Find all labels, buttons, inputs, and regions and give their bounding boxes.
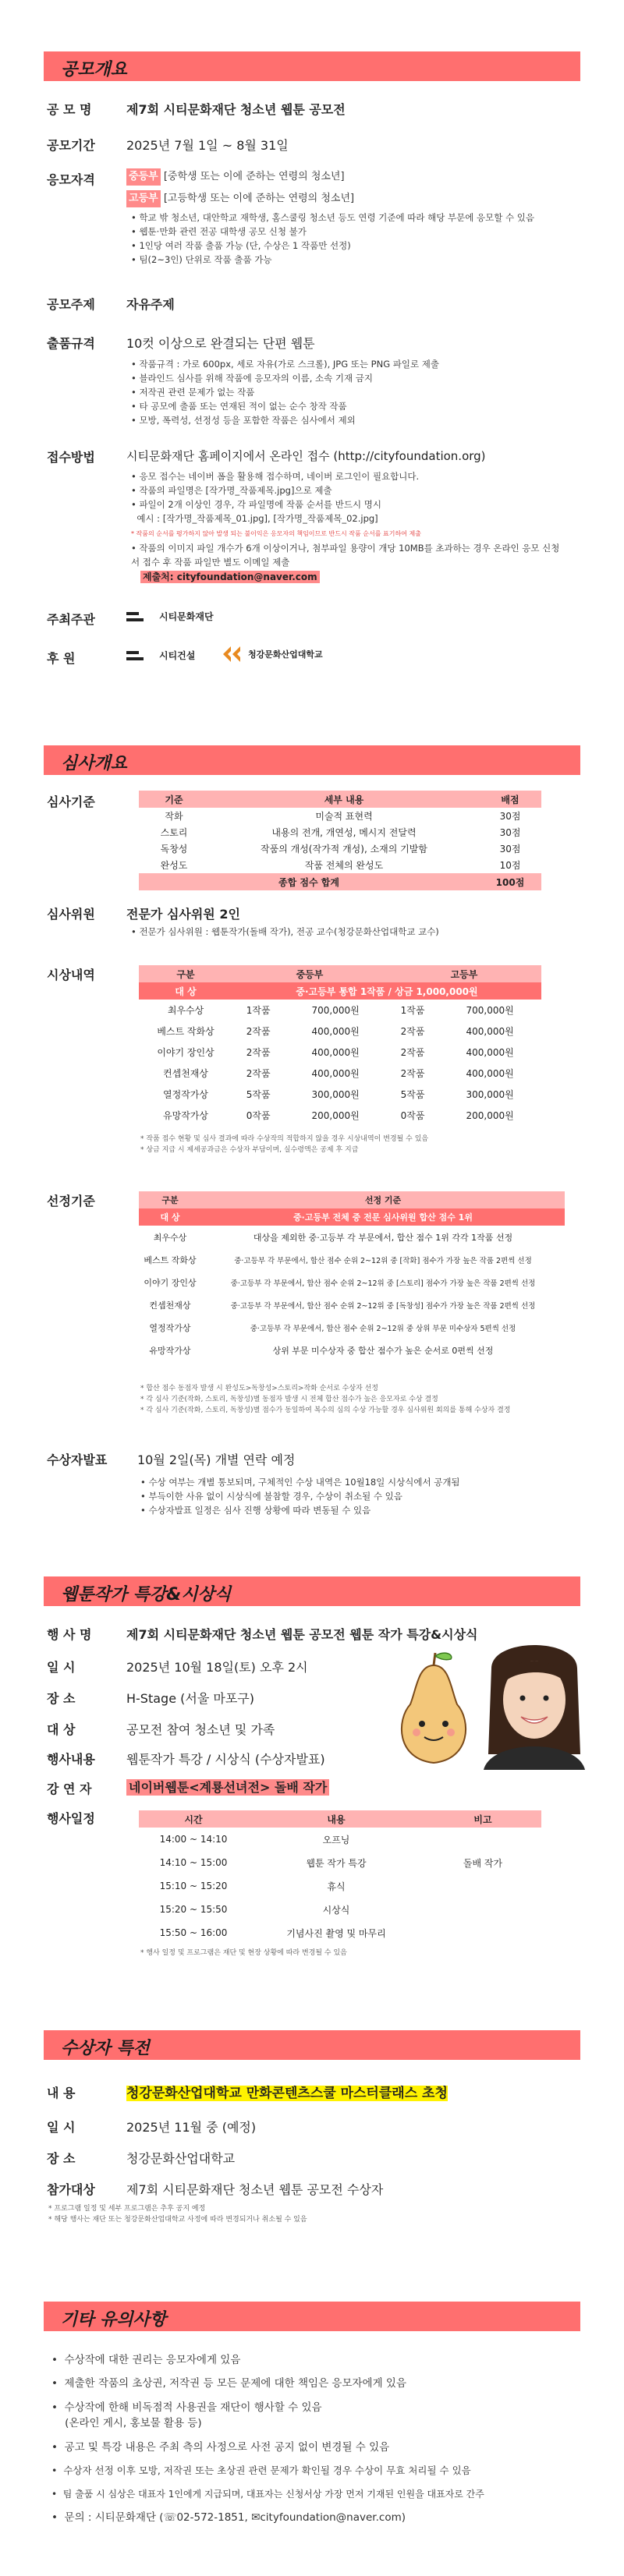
city-construction-logo-icon bbox=[126, 649, 154, 662]
label-sponsor: 후 원 bbox=[47, 651, 76, 666]
event-name: 제7회 시티문화재단 청소년 웹툰 공모전 웹툰 작가 특강&시상식 bbox=[126, 1627, 478, 1642]
label-lecturer: 강 연 자 bbox=[47, 1782, 92, 1796]
elig-high: 고등부 [고등학생 또는 이에 준하는 연령의 청소년] bbox=[126, 190, 354, 207]
label-apply: 접수방법 bbox=[47, 450, 95, 465]
section-header-judging: 심사개요 bbox=[44, 745, 580, 775]
label-schedule: 행사일정 bbox=[47, 1811, 95, 1826]
selection-row: 이야기 장인상 중·고등부 각 부문에서, 합산 점수 순위 2~12위 중 [스토리] 점수가 가장 높은 작품 2편씩 선정 bbox=[144, 1277, 536, 1288]
label-benefit-date: 일 시 bbox=[47, 2120, 76, 2135]
schedule-table: 시간 내용 비고 14:00 ~ 14:10 오프닝 14:10 ~ 15:00 웹툰 작가 특강 돌배 작가 15:10 ~ 15:20 휴식 15:20 ~ 15:50 시상식 15:50 ~ 16:00 기념사진 촬영 및 마무리 bbox=[139, 1810, 541, 1944]
criteria-row: 독창성 작품의 개성(작가적 개성), 소재의 기발함 30점 bbox=[160, 844, 521, 855]
note-item: • 문의 : 시티문화재단 (☏02-572-1851, ✉cityfoundation@naver.com) bbox=[51, 2511, 406, 2524]
selection-row: 최우수상 대상을 제외한 중·고등부 각 부문에서, 합산 점수 1위 각각 1작품 선정 bbox=[153, 1232, 513, 1243]
label-event-target: 대 상 bbox=[47, 1722, 76, 1737]
spec-bullets: • 작품규격 : 가로 600px, 세로 자유(가로 스크롤), JPG 또는 PNG 파일로 제출 • 블라인드 심사를 위해 작품에 응모자의 이름, 소속 기재 금지 • 저작권 관련 문제가 없는 작품 • 타 공모에 출품 또는 연재된 적이 없는 순수 창작 작품 • 모방, 폭력성, 선정성 등을 포함한 작품은 심사에서 제외 bbox=[131, 359, 439, 426]
label-awards: 시상내역 bbox=[47, 968, 95, 982]
event-content: 웹툰작가 특강 / 시상식 (수상자발표) bbox=[126, 1752, 325, 1767]
lecturer: 네이버웹툰<계룡선녀전> 돌배 작가 bbox=[126, 1778, 329, 1796]
selection-row: 유망작가상 상위 부문 미수상자 중 합산 점수가 높은 순서로 0편씩 선정 bbox=[149, 1345, 494, 1356]
label-judges: 심사위원 bbox=[47, 907, 95, 922]
note-item: • 제출한 작품의 초상권, 저작권 등 모든 문제에 대한 책임은 응모자에게 있음 bbox=[51, 2377, 406, 2390]
award-row: 열정작가상 5작품 300,000원 5작품 300,000원 bbox=[163, 1089, 514, 1100]
label-selection: 선정기준 bbox=[47, 1194, 95, 1208]
host-logo: 시티문화재단 bbox=[126, 610, 214, 623]
event-place: H-Stage (서울 마포구) bbox=[126, 1691, 254, 1706]
elig-bullets: • 학교 밖 청소년, 대안학교 재학생, 홈스쿨링 청소년 등도 연령 기준에 따라 해당 부문에 응모할 수 있음 • 웹툰·만화 관련 전공 대학생 공모 신청 불가 • 1인당 여러 작품 출품 가능 (단, 수상은 1 작품만 선정) • 팀(2~3인) 단위로 작품 출품 가능 bbox=[131, 212, 534, 265]
label-name: 공 모 명 bbox=[47, 102, 92, 117]
announce: 10월 2일(목) 개별 연락 예정 bbox=[137, 1453, 296, 1467]
criteria-row: 스토리 내용의 전개, 개연성, 메시지 전달력 30점 bbox=[160, 827, 521, 838]
contest-name: 제7회 시티문화재단 청소년 웹툰 공모전 bbox=[126, 102, 346, 117]
judges-bullet: • 전문가 심사위원 : 웹툰작가(돌배 작가), 전공 교수(청강문화산업대학교 교수) bbox=[131, 926, 439, 937]
label-eligibility: 응모자격 bbox=[47, 172, 95, 187]
criteria-row: 완성도 작품 전체의 완성도 10점 bbox=[160, 860, 521, 871]
note-item: • 수상작에 대한 권리는 응모자에게 있음 bbox=[51, 2354, 241, 2366]
lecturer-portrait-photo bbox=[484, 1637, 585, 1770]
selection-notes: * 합산 점수 동점자 발생 시 완성도>독창성>스토리>작화 순서로 수상자 선정 * 각 심사 기준(작화, 스토리, 독창성)별 동점자 발생 시 전체 합산 점수가 높은 응모자로 수상 결정 * 각 심사 기준(작화, 스토리, 독창성)별 점수가 동일하여 복수의 심의 수상 가능할 경우 심사위원 회의를 통해 수상자 결정 bbox=[140, 1385, 511, 1414]
section-header-event: 웹툰작가 특강&시상식 bbox=[44, 1576, 580, 1606]
sponsor-logo-1: 시티건설 bbox=[126, 649, 195, 662]
note-item: • 팀 출품 시 심상은 대표자 1인에게 지급되며, 대표자는 신청서상 가장 먼저 기재된 인원을 대표자로 간주 bbox=[51, 2489, 484, 2500]
selection-table: 구분 선정 기준 대 상 중·고등부 전체 중 전문 심사위원 합산 점수 1위 최우수상 대상을 제외한 중·고등부 각 부문에서, 합산 점수 1위 각각 1작품 선정 베스트 작화상 중·고등부 각 부문에서, 합산 점수 순위 2~12위 중 [작화] 점수가 가장 높은 작품 2편씩 선정 이야기 장인상 중·고등부 각 부문에서, 합산 점수 순위 2~12위 중 [스토리] 점수가 가장 높은 작품 2편씩 선정 컨셉천재상 중·고등부 각 부문에서, 합산 점수 순위 2~12위 중 [독창성] 점수가 가장 높은 작품 2편씩 선정 열정작가상 중·고등부 각 부문에서, 합산 점수 순위 2~12위 중 상위 부문 미수상자 5편씩 선정 유망작가상 상위 부문 미수상자 중 합산 점수가 높은 순서로 0편씩 선정 bbox=[139, 1191, 565, 1361]
award-notes: * 작품 접수 현황 및 심사 결과에 따라 수상작의 적합하지 않을 경우 시상내역이 변경될 수 있음 * 상금 지급 시 제세공과금은 수상자 부담이며, 실수령액은 공제 후 지급 bbox=[140, 1135, 429, 1154]
chungkang-logo-icon bbox=[220, 644, 243, 664]
label-criteria: 심사기준 bbox=[47, 794, 95, 809]
note-item: • 수상자 선정 이후 모방, 저작권 또는 초상권 관련 문제가 확인될 경우 수상이 무효 처리될 수 있음 bbox=[51, 2465, 471, 2476]
benefit-target: 제7회 시티문화재단 청소년 웹툰 공모전 수상자 bbox=[126, 2182, 384, 2197]
selection-row: 컨셉천재상 중·고등부 각 부문에서, 합산 점수 순위 2~12위 중 [독창성] 점수가 가장 높은 작품 2편씩 선정 bbox=[149, 1300, 536, 1311]
event-target: 공모전 참여 청소년 및 가족 bbox=[126, 1722, 275, 1737]
announce-bullets: • 수상 여부는 개별 통보되며, 구체적인 수상 내역은 10월18일 시상식에서 공개됨 • 부득이한 사유 없이 시상식에 불참할 경우, 수상이 취소될 수 있음 • 수상자발표 일정은 심사 진행 상황에 따라 변동될 수 있음 bbox=[140, 1477, 460, 1516]
label-benefit-content: 내 용 bbox=[47, 2086, 76, 2100]
schedule-note: * 행사 일정 및 프로그램은 재단 및 현장 상황에 따라 변경될 수 있음 bbox=[140, 1949, 347, 1957]
award-row: 이야기 장인상 2작품 400,000원 2작품 400,000원 bbox=[157, 1047, 514, 1058]
elig-middle: 중등부 [중학생 또는 이에 준하는 연령의 청소년] bbox=[126, 168, 345, 186]
spec: 10컷 이상으로 완결되는 단편 웹툰 bbox=[126, 336, 315, 351]
label-benefit-place: 장 소 bbox=[47, 2151, 76, 2166]
schedule-row: 15:10 ~ 15:20 휴식 bbox=[159, 1881, 346, 1892]
apply-bullets: • 응모 접수는 네이버 폼을 활용해 접수하며, 네이버 로그인이 필요합니다. • 작품의 파일명은 [작가명_작품제목.jpg]으로 제출 • 파일이 2개 이상인 경우, 각 파일명에 작품 순서를 반드시 명시 예시 : [작가명_작품제목_01.jpg], [작가명_작품제목_02.jpg] * 작품의 순서를 평가하지 않아 발생 되는 불이익은 응모자의 책임이므로 반드시 작품 순서를 표기하여 제출 • 작품의 이미지 파일 개수가 6개 이상이거나, 첨부파일 용량이 개당 10MB를 초과하는 경우 온라인 응모 신청서 접수 후 작품 파일만 별도 이메일 제출 bbox=[131, 471, 560, 568]
note-item: • 공고 및 특강 내용은 주최 측의 사정으로 사전 공지 없이 변경될 수 있음 bbox=[51, 2441, 390, 2454]
selection-row: 열정작가상 중·고등부 각 부문에서, 합산 점수 순위 2~12위 중 상위 부문 미수상자 5편씩 선정 bbox=[149, 1322, 516, 1333]
criteria-head: 기준 세부 내용 배점 bbox=[139, 791, 541, 808]
label-host: 주최주관 bbox=[47, 612, 95, 627]
label-period: 공모기간 bbox=[47, 138, 95, 153]
schedule-row: 15:20 ~ 15:50 시상식 bbox=[159, 1904, 350, 1916]
schedule-row: 14:00 ~ 14:10 오프닝 bbox=[159, 1834, 350, 1845]
benefit-notes: * 프로그램 일정 및 세부 프로그램은 추후 공지 예정 * 해당 행사는 재단 또는 청강문화산업대학교 사정에 따라 변경되거나 취소될 수 있음 bbox=[48, 2205, 307, 2224]
section-header-overview: 공모개요 bbox=[44, 51, 580, 81]
label-theme: 공모주제 bbox=[47, 297, 95, 312]
pear-character-illustration bbox=[387, 1650, 480, 1767]
award-row: 유망작가상 0작품 200,000원 0작품 200,000원 bbox=[163, 1110, 514, 1121]
section-header-notes: 기타 유의사항 bbox=[44, 2302, 580, 2331]
label-spec: 출품규격 bbox=[47, 336, 95, 351]
apply-email: 제출처: cityfoundation@naver.com bbox=[140, 569, 320, 585]
label-event-content: 행사내용 bbox=[47, 1752, 95, 1767]
notes-list bbox=[51, 2348, 582, 2529]
apply: 시티문화재단 홈페이지에서 온라인 접수 (http://cityfoundation.org) bbox=[126, 449, 486, 463]
awards-table: 구분 중등부 고등부 대 상 중·고등부 통합 1작품 / 상금 1,000,000원 최우수상 1작품 700,000원 1작품 700,000원 베스트 작화상 2작품 400,000원 2작품 400,000원 이야기 장인상 2작품 400,000원 2작품 400,000원 컨셉천재상 2작품 400,000원 2작품 400,000원 열정작가상 5작품 300,000원 5작품 300,000원 유망작가상 0작품 200,000원 0작품 200,000원 bbox=[139, 965, 541, 1126]
label-benefit-target: 참가대상 bbox=[47, 2182, 95, 2197]
contest-period: 2025년 7월 1일 ~ 8월 31일 bbox=[126, 138, 289, 153]
event-date: 2025년 10월 18일(토) 오후 2시 bbox=[126, 1660, 308, 1675]
judges: 전문가 심사위원 2인 bbox=[126, 907, 240, 922]
award-row: 베스트 작화상 2작품 400,000원 2작품 400,000원 bbox=[157, 1026, 514, 1037]
section-header-benefits: 수상자 특전 bbox=[44, 2030, 580, 2060]
city-logo-icon bbox=[126, 610, 154, 623]
label-event-date: 일 시 bbox=[47, 1660, 76, 1675]
sponsor-logo-2: 청강문화산업대학교 bbox=[220, 644, 323, 664]
theme: 자유주제 bbox=[126, 297, 175, 312]
benefit-place: 청강문화산업대학교 bbox=[126, 2151, 236, 2166]
label-event-place: 장 소 bbox=[47, 1691, 76, 1706]
award-row: 최우수상 1작품 700,000원 1작품 700,000원 bbox=[167, 1005, 514, 1016]
benefit-content: 청강문화산업대학교 만화콘텐츠스쿨 마스터클래스 초청 bbox=[126, 2086, 448, 2101]
criteria-table bbox=[139, 791, 541, 890]
note-item: • 수상작에 한해 비독점적 사용권을 재단이 행사할 수 있음 (온라인 게시, 홍보물 활용 등) bbox=[51, 2401, 322, 2429]
award-row: 컨셉천재상 2작품 400,000원 2작품 400,000원 bbox=[163, 1068, 514, 1079]
label-announce: 수상자발표 bbox=[47, 1453, 108, 1467]
label-event: 행 사 명 bbox=[47, 1627, 92, 1642]
criteria-row: 작화 미술적 표현력 30점 bbox=[165, 811, 521, 822]
schedule-row: 14:10 ~ 15:00 웹툰 작가 특강 돌배 작가 bbox=[159, 1857, 503, 1869]
benefit-date: 2025년 11월 중 (예정) bbox=[126, 2120, 257, 2135]
schedule-row: 15:50 ~ 16:00 기념사진 촬영 및 마무리 bbox=[159, 1927, 386, 1939]
selection-row: 베스트 작화상 중·고등부 각 부문에서, 합산 점수 순위 2~12위 중 [작화] 점수가 가장 높은 작품 2편씩 선정 bbox=[144, 1254, 532, 1265]
criteria-sum: 종합 점수 합계 100점 bbox=[139, 873, 541, 890]
